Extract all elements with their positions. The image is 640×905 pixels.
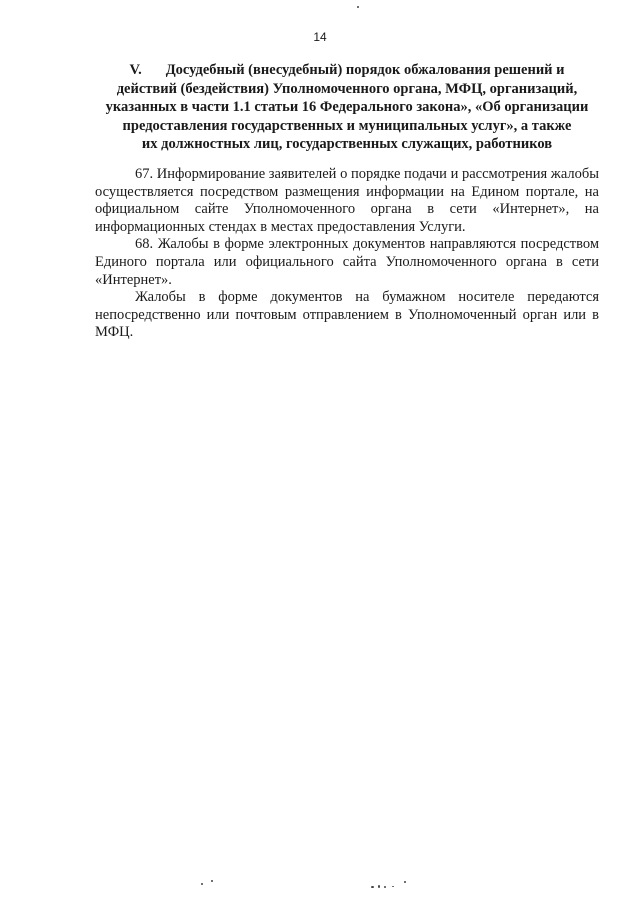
paragraph-68: 68. Жалобы в форме электронных документов направляются посредством Единого портала или официального сайта Уполномоченного органа в сети «Интернет». [95, 236, 599, 288]
scan-speck [392, 886, 394, 887]
scan-speck [357, 6, 359, 8]
scan-speck [378, 885, 380, 888]
section-heading-line-1 [92, 61, 602, 80]
body-text [95, 166, 599, 342]
paragraph-paper-complaints: Жалобы в форме документов на бумажном носителе передаются непосредственно или почтовым отправлением в Уполномоченный орган или в МФЦ. [95, 289, 599, 341]
scan-speck [384, 886, 386, 888]
section-numeral: V. [129, 62, 142, 78]
page-number: 14 [313, 30, 327, 44]
section-title-line-3: указанных в части 1.1 статьи 16 Федерального закона», «Об организации [105, 99, 589, 116]
section-heading [92, 61, 602, 154]
section-title-line-5: их должностных лиц, государственных служащих, работников [141, 136, 553, 153]
scan-speck [201, 883, 203, 885]
scan-speck [211, 880, 213, 882]
paragraph-67: 67. Информирование заявителей о порядке подачи и рассмотрения жалобы осуществляется посредством размещения информации на Едином портале, на официальном сайте Уполномоченного органа в сети «Интернет», на информационных стендах в местах предоставления Услуги. [95, 166, 599, 235]
section-title-line-4: предоставления государственных и муниципальных услуг», а также [122, 117, 572, 134]
section-title-line-1: Досудебный (внесудебный) порядок обжалования решений и [165, 62, 565, 78]
scan-speck [404, 881, 406, 883]
scan-speck [371, 886, 374, 888]
section-title-line-2: действий (бездействия) Уполномоченного органа, МФЦ, организаций, [116, 80, 578, 97]
